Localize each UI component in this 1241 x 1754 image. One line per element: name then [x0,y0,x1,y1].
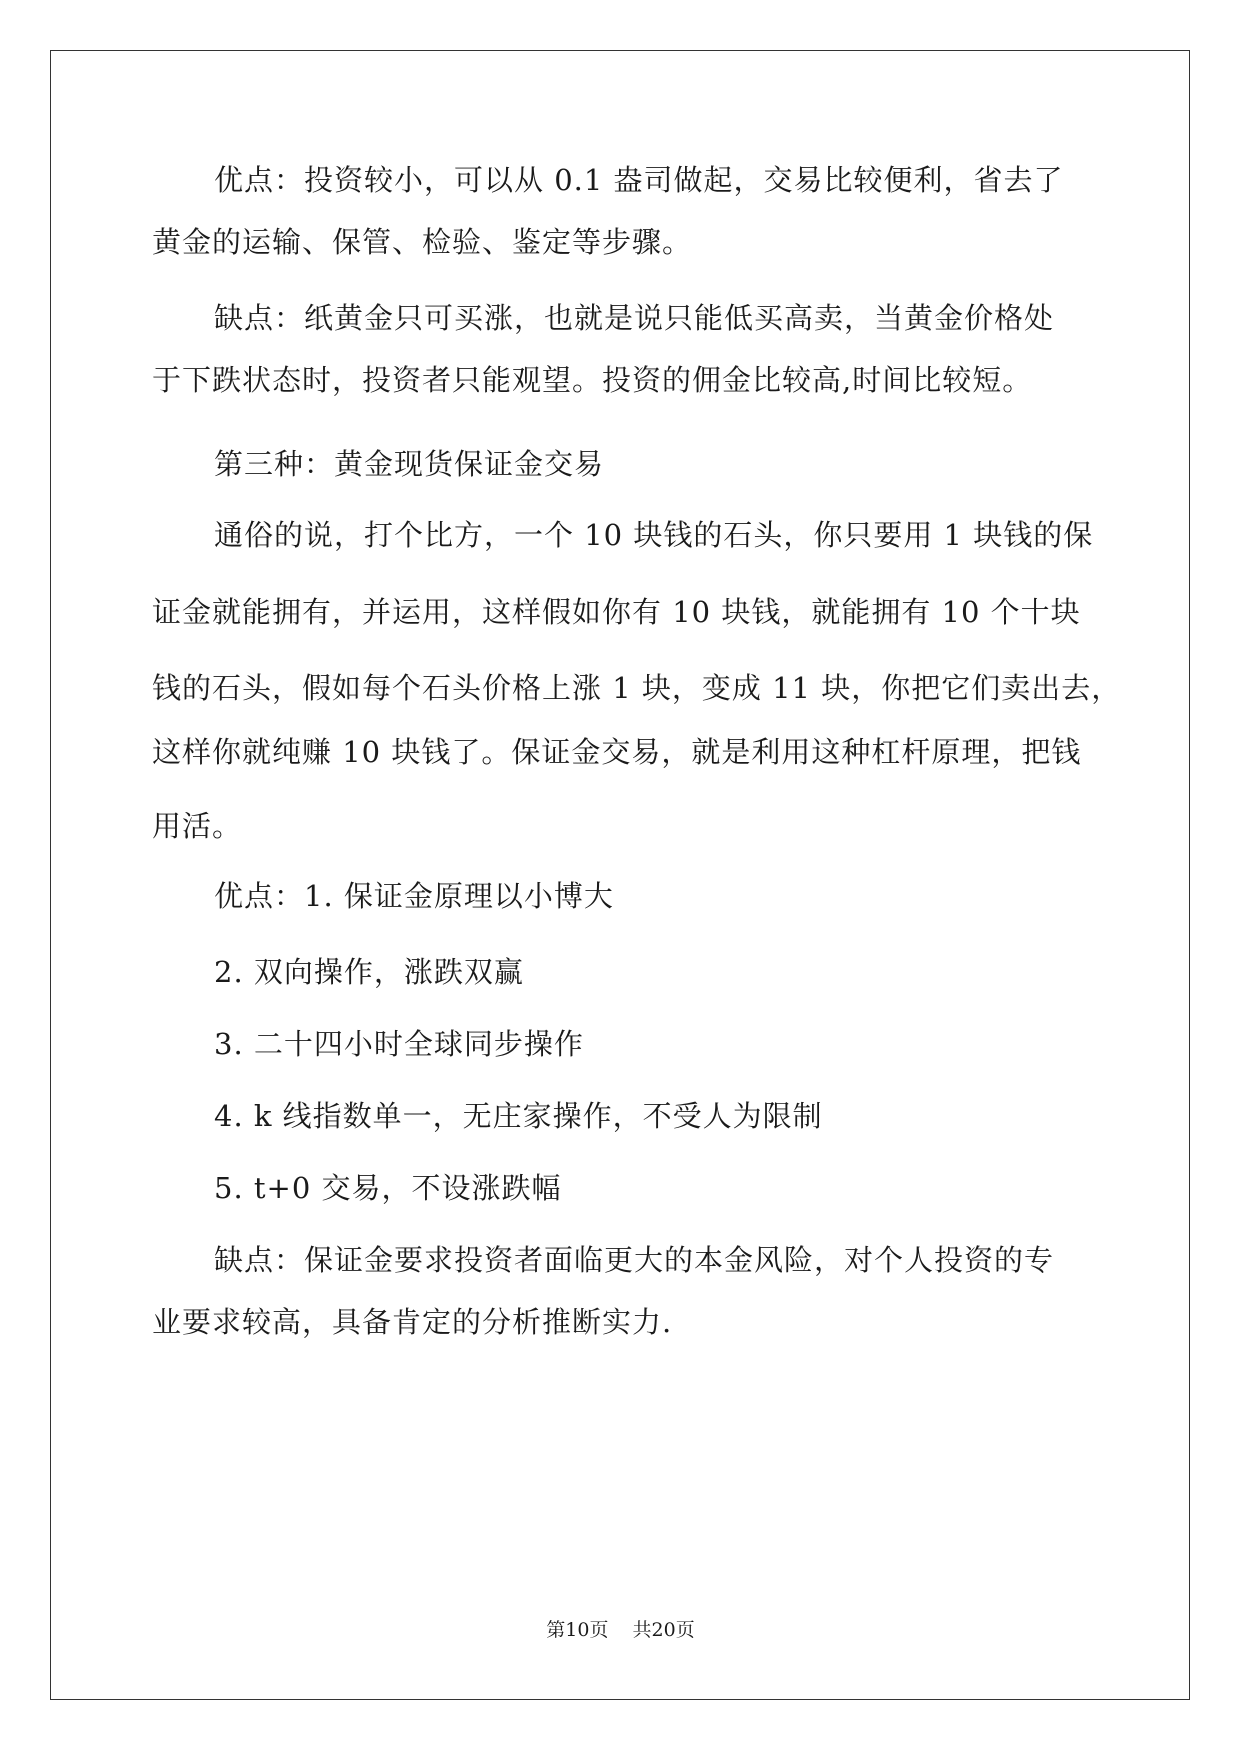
page-footer [0,1618,1241,1642]
paragraph-line: 业要求较高，具备肯定的分析推断实力. [152,1305,673,1339]
paragraph-line: 这样你就纯赚 10 块钱了。保证金交易，就是利用这种杠杆原理，把钱 [152,735,1082,769]
paragraph-line: 缺点：纸黄金只可买涨，也就是说只能低买高卖，当黄金价格处 [214,301,1055,335]
paragraph-line: 缺点：保证金要求投资者面临更大的本金风险，对个人投资的专 [214,1243,1055,1277]
paragraph-line: 于下跌状态时，投资者只能观望。投资的佣金比较高,时间比较短。 [152,363,1033,397]
page-total: 共20页 [632,1619,695,1641]
paragraph-line: 用活。 [152,809,243,843]
paragraph-line: 证金就能拥有，并运用，这样假如你有 10 块钱，就能拥有 10 个十块 [152,595,1081,629]
list-item: 优点：1. 保证金原理以小博大 [214,879,614,913]
list-item: 3. 二十四小时全球同步操作 [214,1027,584,1061]
paragraph-line: 优点：投资较小，可以从 0.1 盎司做起，交易比较便利，省去了 [214,163,1064,197]
page-number: 第10页 [546,1619,609,1641]
list-item: 4. k 线指数单一，无庄家操作，不受人为限制 [214,1099,823,1133]
paragraph-line: 通俗的说，打个比方，一个 10 块钱的石头，你只要用 1 块钱的保 [214,518,1094,552]
section-heading: 第三种：黄金现货保证金交易 [214,447,605,481]
list-item: 2. 双向操作，涨跌双赢 [214,955,524,989]
paragraph-line: 黄金的运输、保管、检验、鉴定等步骤。 [152,225,693,259]
list-item: 5. t+0 交易，不设涨跌幅 [214,1171,562,1205]
paragraph-line: 钱的石头，假如每个石头价格上涨 1 块，变成 11 块，你把它们卖出去， [152,671,1122,705]
